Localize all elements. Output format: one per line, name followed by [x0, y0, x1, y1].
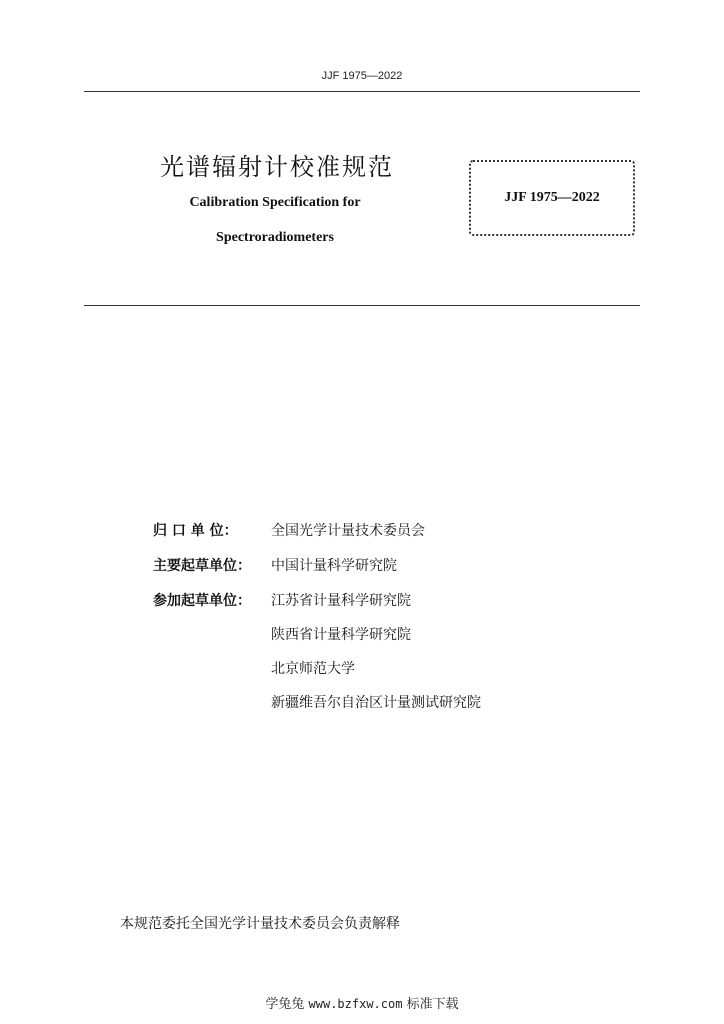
footer-watermark: [0, 993, 724, 1012]
org-centralized-label: 归 口 单 位：: [153, 523, 238, 539]
header-standard-code: JJF 1975—2022: [321, 70, 403, 82]
org-main-drafting-value: 中国计量科学研究院: [271, 558, 397, 574]
org-participating-label: 参加起草单位：: [153, 593, 251, 609]
interpretation-note: 本规范委托全国光学计量技术委员会负责解释: [120, 916, 400, 932]
title-english-line1: Calibration Specification for: [189, 195, 361, 210]
org-participating-item: 新疆维吾尔自治区计量测试研究院: [271, 695, 481, 711]
footer-site-name: 学兔兔: [265, 997, 305, 1012]
title-chinese: 光谱辐射计校准规范: [160, 153, 394, 181]
org-centralized-value: 全国光学计量技术委员会: [271, 523, 425, 539]
title-english-line2: Spectroradiometers: [216, 230, 334, 245]
org-participating-value: 江苏省计量科学研究院: [271, 593, 411, 609]
standard-code-box-text: JJF 1975—2022: [504, 190, 600, 205]
org-main-drafting-row: [153, 555, 397, 575]
footer-suffix: 标准下载: [406, 997, 459, 1012]
org-participating-row: [153, 590, 411, 610]
org-centralized-row: [153, 520, 425, 540]
top-divider: [84, 91, 640, 92]
footer-url-link[interactable]: www.bzfxw.com: [308, 997, 403, 1011]
org-participating-item: 北京师范大学: [271, 661, 355, 677]
org-participating-item: 陕西省计量科学研究院: [271, 627, 411, 643]
standard-code-box: [469, 160, 635, 236]
org-main-drafting-label: 主要起草单位：: [153, 558, 251, 574]
bottom-divider: [84, 305, 640, 306]
